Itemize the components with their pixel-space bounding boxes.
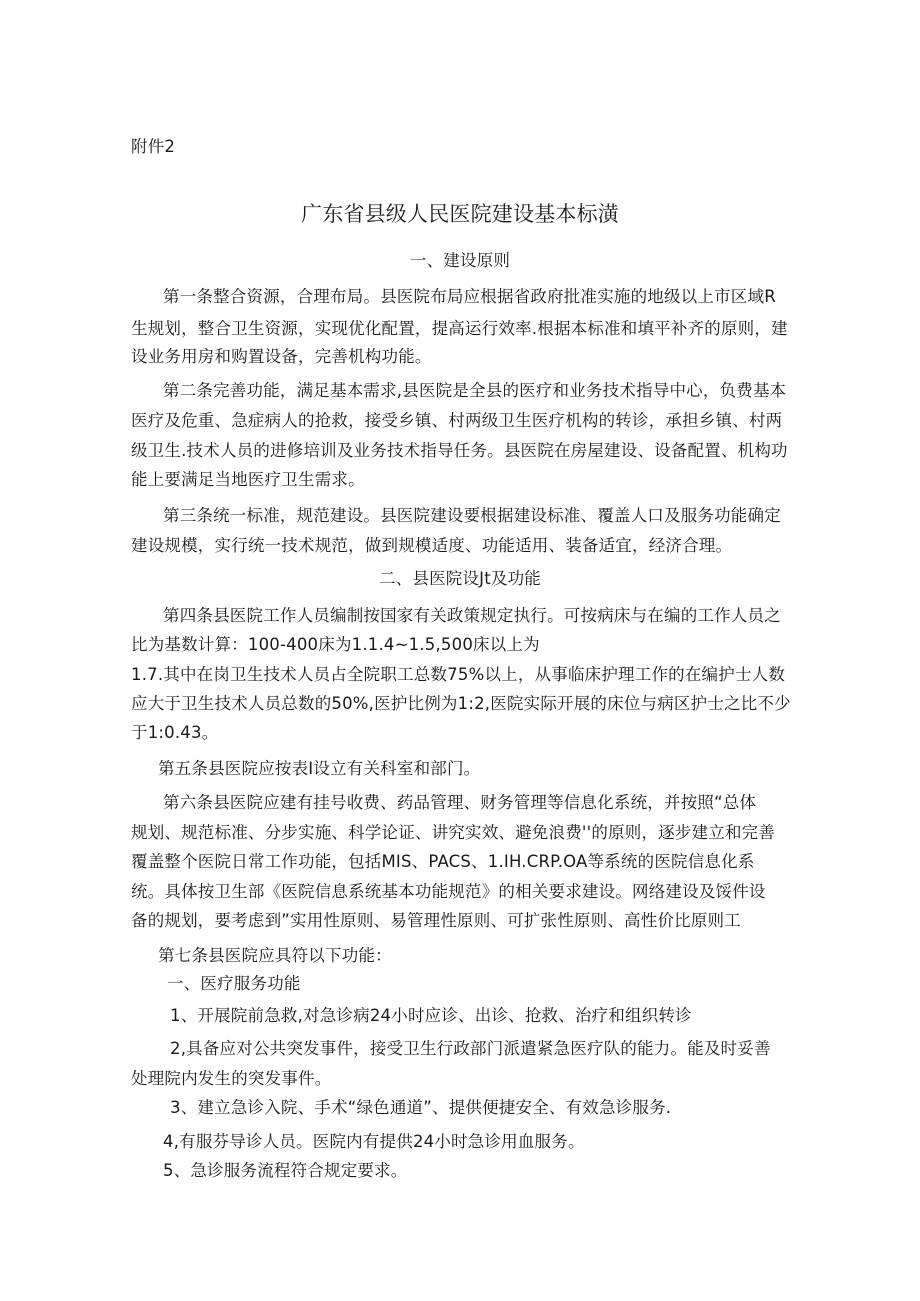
- article-2-line-2: 医疗及危重、急症病人的抢救，接受乡镇、村两级卫生医疗机构的转诊，承担乡镇、村两: [131, 411, 783, 430]
- article-5-line-1: 第五条县医院应按表I设立有关科室和部门。: [158, 759, 481, 778]
- attachment-label: 附件2: [131, 137, 176, 156]
- list-item-1: 1、开展院前急救,对急诊病24小时应诊、出诊、抢救、治疗和组织转诊: [170, 1006, 692, 1025]
- list-item-2-line-2: 处理院内发生的突发事件。: [131, 1069, 332, 1088]
- article-2-line-3: 级卫生.技术人员的进修培训及业务技术指导任务。县医院在房屋建设、设备配置、机构功: [131, 441, 788, 460]
- document-title: 广东省县级人民医院建设基本标潢: [301, 202, 619, 226]
- article-3-line-2: 建设规模，实行统一技术规范，做到规模适度、功能适用、装备适宜，经济合理。: [131, 536, 733, 555]
- section-heading-setup: 二、县医院设Jt及功能: [378, 569, 542, 588]
- article-6-line-1: 第六条县医院应建有挂号收费、药品管理、财务管理等信息化系统，并按照“总体: [163, 793, 757, 812]
- article-7-line-1: 第七条县医院应具符以下功能：: [158, 946, 392, 965]
- article-1-line-2: 生规划，整合卫生资源，实现优化配置，提高运行效率.根据本标准和填平补齐的原则，建: [131, 319, 788, 338]
- article-6-line-2: 规划、规范标准、分步实施、科学论证、讲究实效、避免浪费''的原则，逐步建立和完善: [131, 823, 776, 842]
- article-4-line-2: 比为基数计算：100-400床为1.1.4~1.5,500床以上为: [131, 635, 540, 654]
- article-6-line-3: 覆盖整个医院日常工作功能，包括MIS、PACS、1.IH.CRP.OA等系统的医院信息化系: [131, 852, 755, 871]
- section-heading-principles: 一、建设原则: [409, 251, 511, 270]
- list-item-3: 3、建立急诊入院、手术“绿色通道”、提供便捷安全、有效急诊服务.: [170, 1098, 672, 1117]
- list-item-5: 5、急诊服务流程符合规定要求。: [163, 1161, 408, 1180]
- article-4-line-1: 第四条县医院工作人员编制按国家有关政策规定执行。可按病床与在编的工作人员之: [163, 606, 781, 625]
- subsection-medical-service: 一、医疗服务功能: [167, 974, 301, 993]
- article-4-line-5: 于1:0.43。: [131, 723, 219, 742]
- article-2-line-4: 能上要满足当地医疗卫生需求。: [131, 470, 365, 489]
- article-6-line-4: 统。具体按卫生部《医院信息系统基本功能规范》的相关要求建设。网络建设及馁件设: [131, 882, 766, 901]
- article-6-line-5: 备的规划，要考虑到”实用性原则、易管理性原则、可扩张性原则、高性价比原则工: [131, 911, 741, 930]
- article-3-line-1: 第三条统一标准，规范建设。县医院建设要根据建设标准、覆盖人口及服务功能确定: [163, 506, 781, 525]
- list-item-2-line-1: 2,具备应对公共突发事件，接受卫生行政部门派遣紧急医疗队的能力。能及时妥善: [170, 1039, 771, 1058]
- article-1-line-1: 第一条整合资源，合理布局。县医院布局应根据省政府批准实施的地级以上市区域R: [163, 287, 776, 306]
- article-4-line-3: 1.7.其中在岗卫生技术人员占全院职工总数75%以上，从事临床护理工作的在编护士人数: [131, 665, 786, 684]
- article-2-line-1: 第二条完善功能，满足基本需求,县医院是全县的医疗和业务技术指导中心，负费基本: [163, 381, 787, 400]
- list-item-4: 4,有服芬导诊人员。医院内有提供24小时急诊用血服务。: [163, 1132, 585, 1151]
- article-1-line-3: 设业务用房和购置设备，完善机构功能。: [131, 347, 432, 366]
- article-4-line-4: 应大于卫生技术人员总数的50%,医护比例为1:2,医院实际开展的床位与病区护士之比不少: [131, 694, 791, 713]
